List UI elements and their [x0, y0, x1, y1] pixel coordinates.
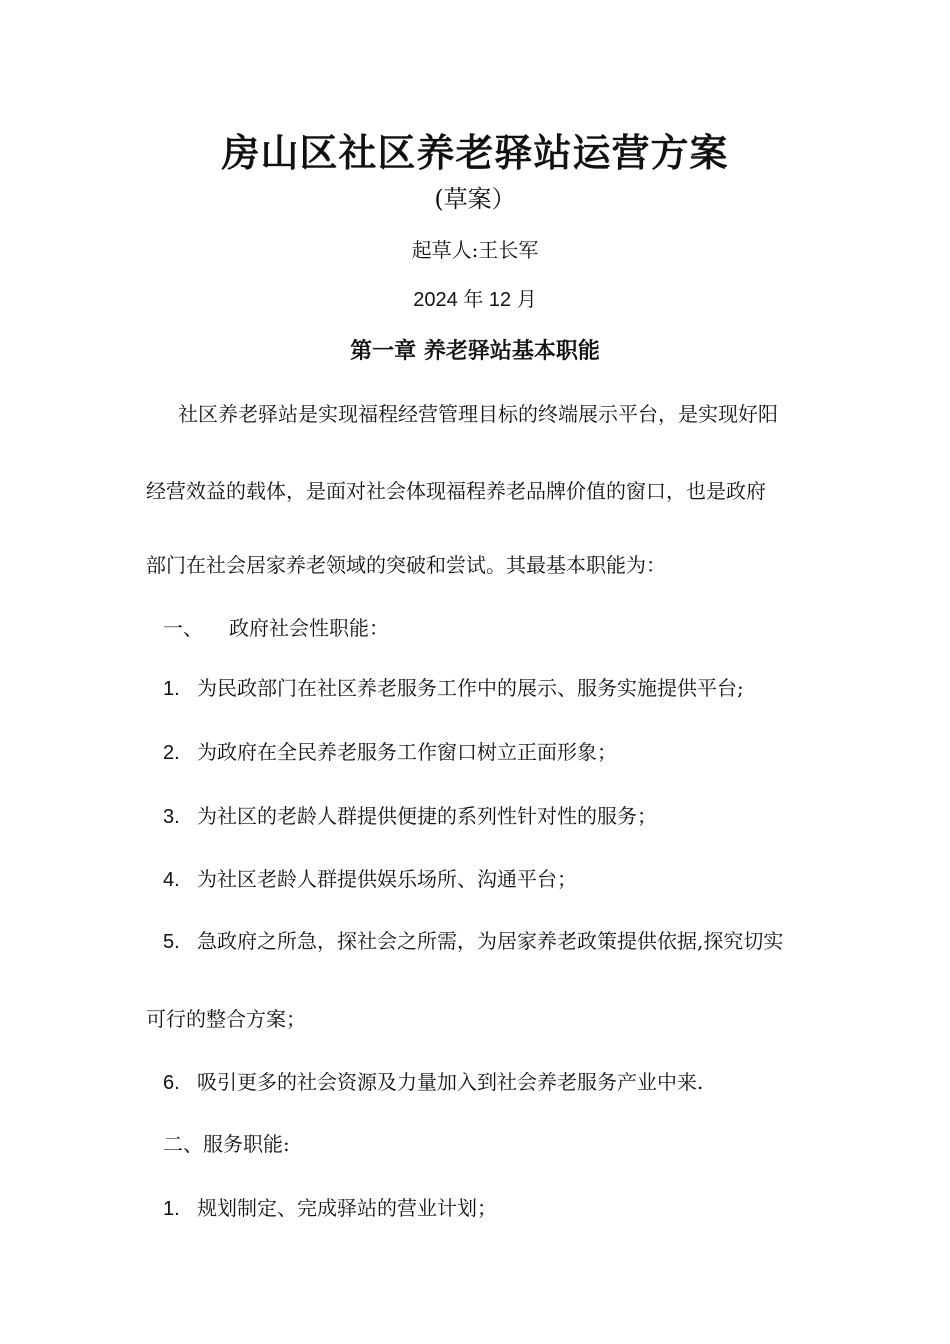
list-item-text: 为社区的老龄人群提供便捷的系列性针对性的服务； [197, 804, 657, 828]
list-item-number: 1. [163, 1198, 180, 1220]
list-item-text: 规划制定、完成驿站的营业计划； [197, 1196, 497, 1220]
section-label: 政府社会性职能： [229, 616, 389, 640]
section-heading-1 [163, 613, 389, 643]
list-item-text: 吸引更多的社会资源及力量加入到社会养老服务产业中来. [197, 1070, 704, 1094]
list-item-number: 2. [163, 742, 180, 764]
document-date: 2024 年 12 月 [413, 289, 537, 311]
list-item [163, 864, 577, 895]
list-item-text: 为社区老龄人群提供娱乐场所、沟通平台； [197, 867, 577, 891]
list-item-number: 1. [163, 678, 180, 700]
list-item [163, 1193, 497, 1224]
list-item-text: 为民政部门在社区养老服务工作中的展示、服务实施提供平台; [197, 676, 744, 700]
document-title: 房山区社区养老驿站运营方案 [221, 130, 729, 175]
list-item [163, 926, 783, 957]
list-item [163, 673, 744, 704]
list-item-text: 为政府在全民养老服务工作窗口树立正面形象； [197, 740, 617, 764]
list-item-number: 4. [163, 869, 180, 891]
list-item-continuation: 可行的整合方案； [146, 1007, 306, 1031]
list-item [163, 1067, 703, 1098]
section-heading-2: 二、服务职能: [163, 1132, 290, 1156]
section-marker: 一、 [163, 616, 203, 640]
list-item-number: 3. [163, 806, 180, 828]
chapter-heading: 第一章 养老驿站基本职能 [350, 338, 600, 364]
drafter-line: 起草人:王长军 [411, 238, 539, 262]
list-item [163, 737, 617, 768]
list-item-text: 急政府之所急，探社会之所需，为居家养老政策提供依据,探究切实 [197, 929, 784, 953]
intro-line-3: 部门在社会居家养老领域的突破和尝试。其最基本职能为： [146, 553, 666, 577]
intro-line-1: 社区养老驿站是实现福程经营管理目标的终端展示平台，是实现好阳 [178, 402, 778, 426]
list-item-number: 5. [163, 931, 180, 953]
document-subtitle: (草案） [434, 185, 516, 213]
intro-line-2: 经营效益的载体，是面对社会体现福程养老品牌价值的窗口，也是政府 [146, 479, 766, 503]
list-item [163, 801, 657, 832]
list-item-number: 6. [163, 1072, 180, 1094]
